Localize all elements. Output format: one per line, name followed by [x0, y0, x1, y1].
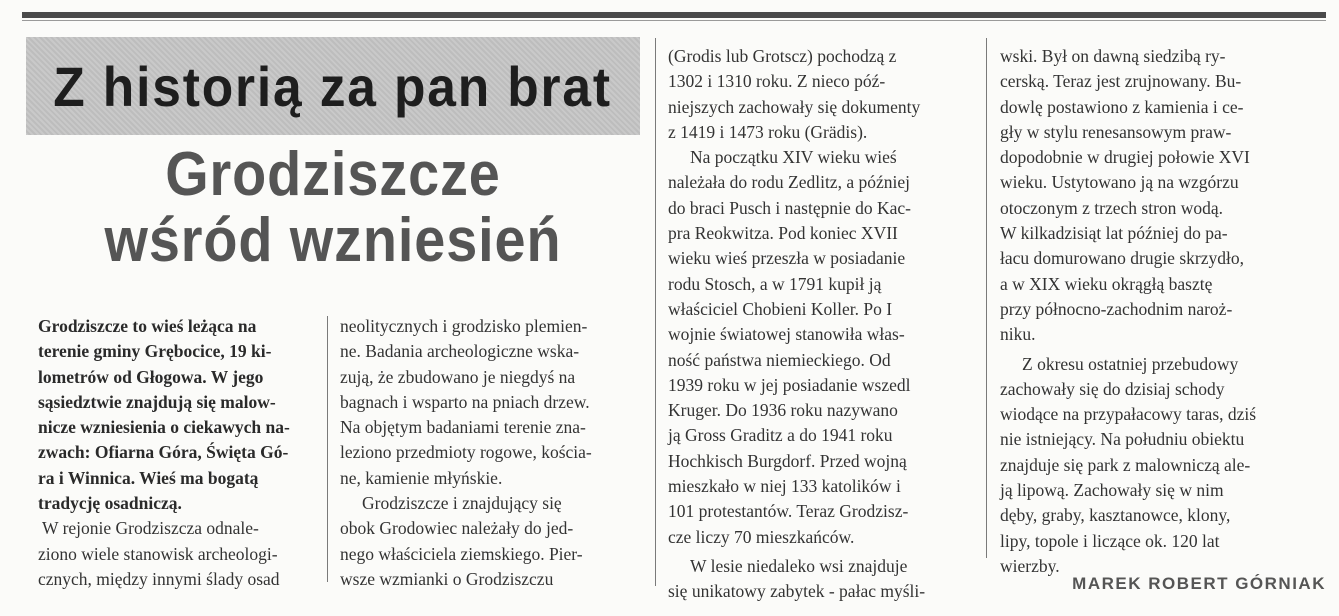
text-line: wieku. Ustytowano ją na wzgórzu [1000, 172, 1239, 193]
text-line: sąsiedztwie znajdują się malow- [38, 391, 276, 412]
text-line: zwach: Ofiarna Góra, Święta Gó- [38, 442, 289, 463]
text-line: 1939 roku w jej posiadanie wszedl [668, 374, 911, 395]
text-line: należała do rodu Zedlitz, a później [668, 172, 910, 193]
text-line: obok Grodowiec należały do jed- [340, 518, 574, 539]
text-line: ją lipową. Zachowały się w nim [1000, 480, 1224, 501]
text-line: Kruger. Do 1936 roku nazywano [668, 400, 898, 421]
text-line: wsze wzmianki o Grodziszczu [340, 568, 554, 589]
text-line: do braci Pusch i następnie do Kac- [668, 197, 911, 218]
text-line: niejszych zachowały się dokumenty [668, 96, 921, 117]
text-line: nego właściciela ziemskiego. Pier- [340, 543, 583, 564]
text-line: Grodziszcze i znajdujący się [362, 493, 562, 514]
column-4 [1000, 44, 1302, 576]
text-line: rodu Stosch, a w 1791 kupił ją [668, 273, 882, 294]
text-line: W kilkadzisiąt lat później do pa- [1000, 223, 1228, 244]
text-line: się unikatowy zabytek - pałac myśli- [668, 581, 926, 602]
text-line: właściciel Chobieni Koller. Po I [668, 298, 893, 319]
text-line: lometrów od Głogowa. W jego [38, 366, 264, 387]
text-line: pra Reokwitza. Pod koniec XVII [668, 223, 898, 244]
text-line: z 1419 i 1473 roku (Grädis). [668, 121, 868, 142]
text-line: nie istniejący. Na południu obiektu [1000, 429, 1245, 450]
text-line: terenie gminy Grębocice, 19 ki- [38, 341, 272, 362]
text-line: lipy, topole i liczące ok. 120 lat [1000, 530, 1220, 551]
text-line: 1302 i 1310 roku. Z nieco póź- [668, 71, 886, 92]
text-line: Z okresu ostatniej przebudowy [1022, 353, 1239, 374]
text-line: przy północno-zachodnim naroż- [1000, 298, 1233, 319]
kicker: Z historią za pan brat [53, 54, 613, 118]
author-byline: MAREK ROBERT GÓRNIAK [1072, 574, 1326, 593]
text-line: nicze wzniesienia o ciekawych na- [38, 417, 290, 438]
text-line: dowlę postawiono z kamienia i ce- [1000, 96, 1244, 117]
text-line: Na początku XIV wieku wieś [690, 147, 897, 168]
text-line: wiodące na przypałacowy taras, dziś [1000, 404, 1257, 425]
text-line: otoczonym z trzech stron wodą. [1000, 197, 1224, 218]
article-title [26, 142, 640, 274]
column-divider [986, 38, 987, 558]
text-line: zują, że zbudowano je niegdyś na [340, 366, 576, 387]
top-rule [22, 12, 1326, 18]
text-line: zachowały się do dzisiaj schody [1000, 378, 1225, 399]
text-line: cze liczy 70 mieszkańców. [668, 526, 855, 547]
text-line: niku. [1000, 324, 1036, 345]
text-line: wski. Był on dawną siedzibą ry- [1000, 46, 1226, 66]
text-line: (Grodis lub Grotscz) pochodzą z [668, 46, 897, 66]
text-line: bagnach i wsparto na pniach drzew. [340, 391, 590, 412]
text-line: cerską. Teraz jest zrujnowany. Bu- [1000, 71, 1242, 92]
section-banner [26, 37, 640, 135]
text-line: wierzby. [1000, 555, 1060, 576]
column-divider [327, 316, 328, 582]
text-line: gły w stylu renesansowym praw- [1000, 121, 1232, 142]
text-line: tradycję osadniczą. [38, 493, 182, 514]
column-divider [655, 38, 656, 586]
text-line: 101 protestantów. Teraz Grodzisz- [668, 501, 909, 522]
text-line: W lesie niedaleko wsi znajduje [690, 555, 908, 576]
text-line: leziono przedmioty rogowe, kościa- [340, 442, 592, 463]
column-3 [668, 44, 972, 602]
text-line: wieku wieś przeszła w posiadanie [668, 248, 906, 269]
text-line: ra i Winnica. Wieś ma bogatą [38, 467, 259, 488]
title-line: wśród wzniesień [104, 206, 562, 275]
top-rule-thin [22, 20, 1326, 21]
text-line: dęby, graby, kasztanowce, klony, [1000, 505, 1231, 526]
text-line: łacu domurowano drugie skrzydło, [1000, 248, 1244, 269]
column-2 [340, 314, 642, 604]
text-line: neolitycznych i grodzisko plemien- [340, 316, 588, 336]
text-line: Grodziszcze to wieś leżąca na [38, 316, 257, 336]
text-line: ją Gross Graditz a do 1941 roku [668, 425, 893, 446]
text-line: znajduje się park z malowniczą ale- [1000, 454, 1251, 475]
text-line: Hochkisch Burgdorf. Przed wojną [668, 450, 907, 471]
text-line: cznych, między innymi ślady osad [38, 568, 280, 589]
text-line: a w XIX wieku okrągłą basztę [1000, 273, 1213, 294]
text-line: ność państwa niemieckiego. Od [668, 349, 891, 370]
text-line: dopodobnie w drugiej połowie XVI [1000, 147, 1250, 168]
text-line: wojnie światowej stanowiła włas- [668, 324, 905, 345]
text-line: ziono wiele stanowisk archeologi- [38, 543, 278, 564]
text-line: mieszkało w niej 133 katolików i [668, 476, 901, 497]
column-1 [38, 314, 314, 604]
title-line: Grodziszcze [165, 140, 501, 209]
text-line: Na objętym badaniami terenie zna- [340, 417, 586, 438]
text-line: ne. Badania archeologiczne wska- [340, 341, 580, 362]
text-line: ne, kamienie młyńskie. [340, 467, 503, 488]
text-line: W rejonie Grodziszcza odnale- [42, 518, 259, 539]
